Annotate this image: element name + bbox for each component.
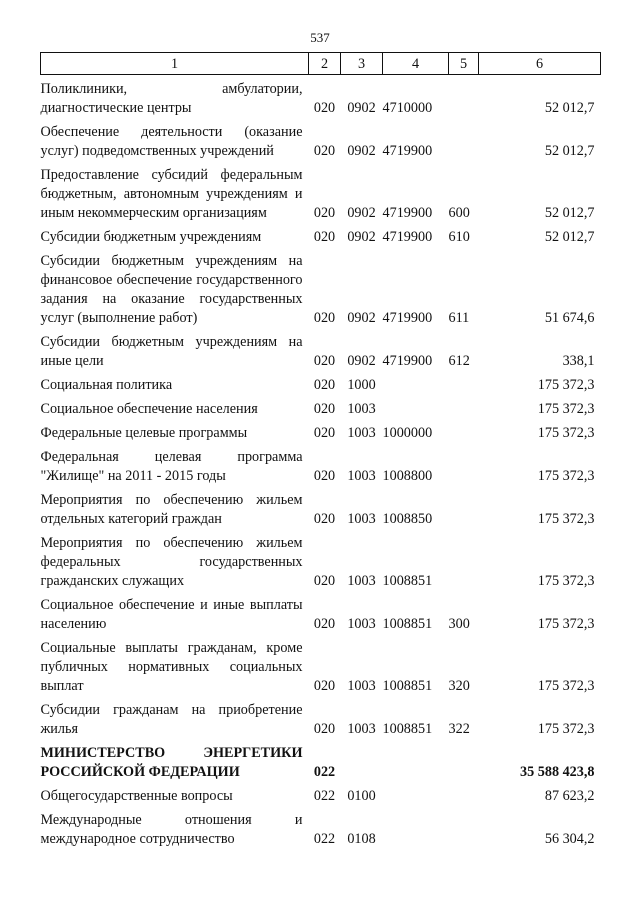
row-section-code: 1003: [347, 573, 376, 589]
row-admin-code: 020: [313, 573, 336, 589]
row-amount: 52 012,7: [544, 100, 595, 116]
table-row: [41, 635, 601, 697]
row-amount: 175 372,3: [537, 377, 595, 393]
table-header: [41, 53, 601, 75]
table-row: [41, 530, 601, 592]
row-section-code: 0902: [347, 310, 376, 326]
row-name: Мероприятия по обеспечению жильем отдельных категорий граждан: [40, 492, 303, 527]
row-target-code: 1008851: [382, 573, 433, 589]
header-col-5: 5: [449, 53, 479, 75]
row-target-code: [383, 807, 449, 850]
table-row: [41, 740, 601, 783]
table-row: [41, 119, 601, 162]
row-name: Поликлиники, амбулатории, диагностические центры: [40, 81, 303, 116]
row-target-code: 4719900: [382, 310, 433, 326]
row-name: Субсидии бюджетным учреждениям на иные цели: [40, 334, 303, 369]
row-target-code: 1008851: [382, 721, 433, 737]
row-section-code: 0902: [347, 100, 376, 116]
table-row: [41, 329, 601, 372]
header-col-1: 1: [41, 53, 309, 75]
row-admin-code: 020: [313, 310, 336, 326]
row-name: Обеспечение деятельности (оказание услуг) подведомственных учреждений: [40, 124, 303, 159]
row-expense-type: [449, 740, 479, 783]
row-admin-code: 020: [313, 425, 336, 441]
row-expense-type: [449, 807, 479, 850]
row-name: Социальное обеспечение населения: [40, 401, 258, 417]
header-col-3: 3: [341, 53, 383, 75]
row-name: МИНИСТЕРСТВО ЭНЕРГЕТИКИ РОССИЙСКОЙ ФЕДЕРАЦИИ: [40, 745, 303, 780]
row-admin-code: 020: [313, 353, 336, 369]
row-section-code: 0100: [347, 788, 376, 804]
row-expense-type: [449, 372, 479, 396]
header-col-6: 6: [479, 53, 601, 75]
row-name: Социальные выплаты гражданам, кроме публичных нормативных социальных выплат: [40, 640, 303, 694]
row-expense-type: 600: [448, 205, 470, 221]
row-admin-code: 022: [313, 831, 336, 847]
row-target-code: 4719900: [382, 353, 433, 369]
row-amount: 175 372,3: [537, 678, 595, 694]
page-number: 537: [310, 30, 330, 45]
row-name: Международные отношения и международное сотрудничество: [40, 812, 303, 847]
row-target-code: 4710000: [382, 100, 433, 116]
row-section-code: 1003: [347, 678, 376, 694]
row-target-code: 1008800: [382, 468, 433, 484]
row-expense-type: 320: [448, 678, 470, 694]
row-name: Субсидии гражданам на приобретение жилья: [40, 702, 303, 737]
row-section-code: 1003: [347, 616, 376, 632]
row-amount: 87 623,2: [544, 788, 595, 804]
row-amount: 175 372,3: [537, 573, 595, 589]
row-amount: 175 372,3: [537, 721, 595, 737]
row-target-code: [383, 740, 449, 783]
row-section-code: 0902: [347, 205, 376, 221]
row-amount: 175 372,3: [537, 425, 595, 441]
row-admin-code: 020: [313, 377, 336, 393]
row-section-code: 1003: [347, 511, 376, 527]
row-section-code: 1003: [347, 401, 376, 417]
row-name: Федеральные целевые программы: [40, 425, 248, 441]
row-name: Социальная политика: [40, 377, 173, 393]
row-expense-type: [449, 783, 479, 807]
row-admin-code: 020: [313, 678, 336, 694]
budget-table: [40, 52, 601, 850]
row-admin-code: 020: [313, 616, 336, 632]
row-target-code: 4719900: [382, 143, 433, 159]
row-amount: 52 012,7: [544, 143, 595, 159]
row-section-code: 0902: [347, 143, 376, 159]
row-amount: 52 012,7: [544, 205, 595, 221]
header-col-4: 4: [383, 53, 449, 75]
header-col-2: 2: [309, 53, 341, 75]
row-section-code: 1000: [347, 377, 376, 393]
row-expense-type: 612: [448, 353, 470, 369]
row-section-code: 0902: [347, 353, 376, 369]
row-target-code: [383, 372, 449, 396]
table-row: [41, 372, 601, 396]
row-expense-type: 611: [448, 310, 470, 326]
row-target-code: 1000000: [382, 425, 433, 441]
row-admin-code: 020: [313, 143, 336, 159]
row-expense-type: 322: [448, 721, 470, 737]
row-expense-type: [449, 75, 479, 120]
row-section-code: 1003: [347, 721, 376, 737]
row-admin-code: 020: [313, 100, 336, 116]
table-row: [41, 697, 601, 740]
row-expense-type: [449, 420, 479, 444]
row-section-code: 0902: [347, 229, 376, 245]
row-name: Субсидии бюджетным учреждениям на финансовое обеспечение государственного задания на оказание государственных услуг (выполнение работ): [40, 253, 303, 326]
row-amount: 175 372,3: [537, 511, 595, 527]
row-admin-code: 022: [313, 788, 336, 804]
row-amount: 175 372,3: [537, 468, 595, 484]
row-section-code: 1003: [347, 468, 376, 484]
row-admin-code: 020: [313, 401, 336, 417]
row-name: Мероприятия по обеспечению жильем федеральных государственных гражданских служащих: [40, 535, 303, 589]
row-admin-code: 020: [313, 721, 336, 737]
row-expense-type: [449, 396, 479, 420]
row-expense-type: 300: [448, 616, 470, 632]
row-target-code: 4719900: [382, 229, 433, 245]
row-amount: 338,1: [562, 353, 595, 369]
row-name: Общегосударственные вопросы: [40, 788, 233, 804]
row-target-code: 4719900: [382, 205, 433, 221]
row-amount: 175 372,3: [537, 401, 595, 417]
row-expense-type: [449, 119, 479, 162]
row-target-code: 1008850: [382, 511, 433, 527]
row-amount: 35 588 423,8: [520, 764, 595, 780]
row-target-code: [383, 783, 449, 807]
table-row: [41, 396, 601, 420]
table-row: [41, 592, 601, 635]
table-row: [41, 783, 601, 807]
row-admin-code: 020: [313, 468, 336, 484]
table-row: [41, 162, 601, 224]
row-section-code: 1003: [347, 425, 376, 441]
row-section-code: [341, 740, 383, 783]
row-amount: 175 372,3: [537, 616, 595, 632]
table-row: [41, 248, 601, 329]
table-row: [41, 224, 601, 248]
row-expense-type: [449, 444, 479, 487]
table-body: [41, 75, 601, 851]
table-row: [41, 807, 601, 850]
row-admin-code: 020: [313, 511, 336, 527]
table-row: [41, 444, 601, 487]
row-name: Федеральная целевая программа "Жилище" на 2011 - 2015 годы: [40, 449, 303, 484]
row-name: Предоставление субсидий федеральным бюджетным, автономным учреждениям и иным некоммерческим организациям: [40, 167, 303, 221]
row-name: Социальное обеспечение и иные выплаты населению: [40, 597, 303, 632]
row-admin-code: 020: [313, 205, 336, 221]
table-row: [41, 487, 601, 530]
row-name: Субсидии бюджетным учреждениям: [40, 229, 262, 245]
row-target-code: 1008851: [382, 616, 433, 632]
row-amount: 51 674,6: [544, 310, 595, 326]
row-admin-code: 022: [313, 764, 336, 780]
row-expense-type: 610: [448, 229, 470, 245]
row-target-code: [383, 396, 449, 420]
row-expense-type: [449, 487, 479, 530]
row-amount: 56 304,2: [544, 831, 595, 847]
row-target-code: 1008851: [382, 678, 433, 694]
row-section-code: 0108: [347, 831, 376, 847]
table-row: [41, 420, 601, 444]
row-admin-code: 020: [313, 229, 336, 245]
row-amount: 52 012,7: [544, 229, 595, 245]
table-row: [41, 75, 601, 120]
row-expense-type: [449, 530, 479, 592]
